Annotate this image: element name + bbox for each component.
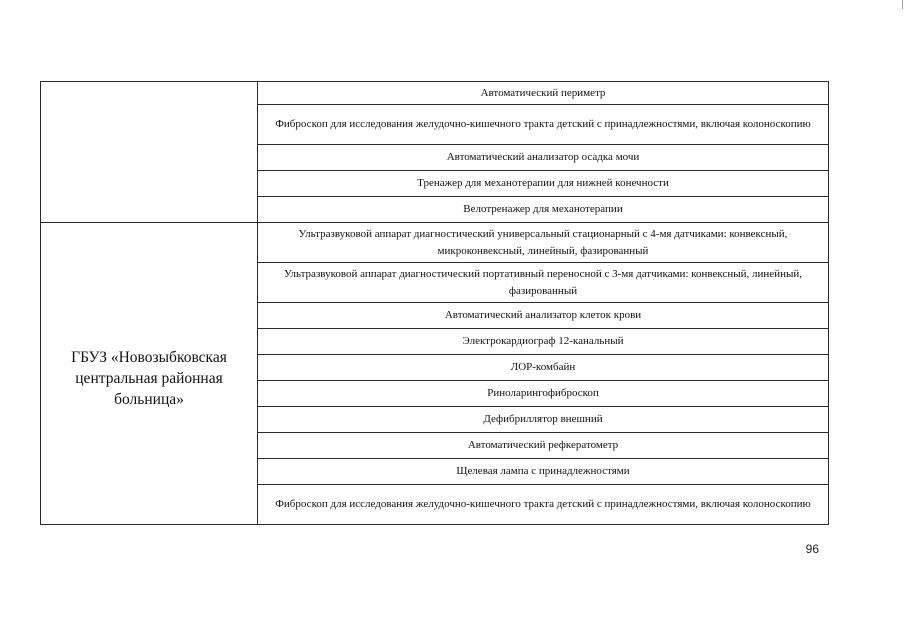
page-number: 96 (805, 542, 819, 556)
equipment-item: Автоматический анализатор осадка мочи (258, 145, 829, 171)
scan-edge-mark (902, 0, 903, 9)
equipment-item: Фиброскоп для исследования желудочно-кишечного тракта детский с принадлежностями, включая колоноскопию (258, 485, 829, 525)
equipment-item: Щелевая лампа с принадлежностями (258, 459, 829, 485)
table-row (41, 82, 829, 105)
equipment-item: Велотренажер для механотерапии (258, 197, 829, 223)
equipment-table (40, 81, 829, 525)
equipment-item: Автоматический периметр (258, 82, 829, 105)
equipment-item: Ультразвуковой аппарат диагностический портативный переносной с 3-мя датчиками: конвексный, линейный, фазированный (258, 263, 829, 303)
organization-cell-continued (41, 82, 258, 223)
equipment-item: Автоматический рефкератометр (258, 433, 829, 459)
equipment-item: Ультразвуковой аппарат диагностический универсальный стационарный с 4-мя датчиками: конвексный, микроконвексный, линейный, фазированный (258, 223, 829, 263)
equipment-item: Фиброскоп для исследования желудочно-кишечного тракта детский с принадлежностями, включая колоноскопию (258, 105, 829, 145)
equipment-item: Дефибриллятор внешний (258, 407, 829, 433)
table-row (41, 223, 829, 263)
equipment-item: Автоматический анализатор клеток крови (258, 303, 829, 329)
equipment-item: ЛОР-комбайн (258, 355, 829, 381)
equipment-item: Тренажер для механотерапии для нижней конечности (258, 171, 829, 197)
organization-cell (41, 223, 258, 525)
equipment-item: Электрокардиограф 12-канальный (258, 329, 829, 355)
equipment-item: Риноларингофиброскоп (258, 381, 829, 407)
organization-name: ГБУЗ «Новозыбковская центральная районная больница» (71, 349, 227, 408)
